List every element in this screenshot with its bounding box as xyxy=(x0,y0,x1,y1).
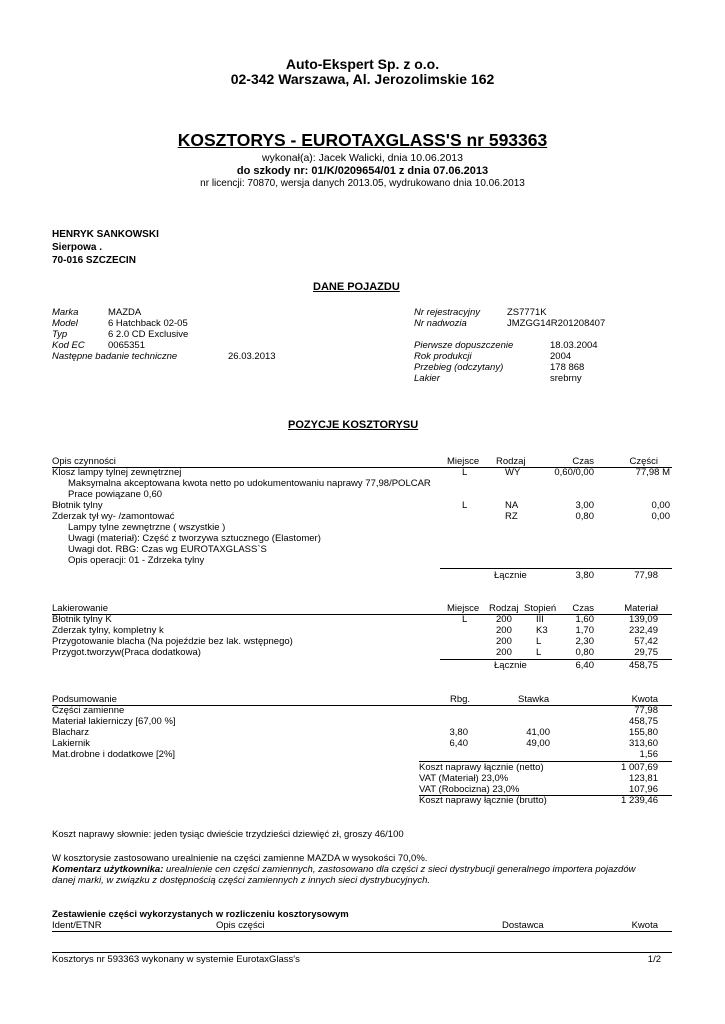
paint-time: 1,60 xyxy=(575,614,594,625)
positions-section-title: POZYCJE KOSZTORYSU xyxy=(288,419,419,431)
brutto-divider xyxy=(419,795,672,796)
operation-type: RZ xyxy=(505,511,518,522)
paint-material: 139,09 xyxy=(628,614,658,625)
footer-text: Kosztorys nr 593363 wykonany w systemie EurotaxGlass's xyxy=(52,954,300,965)
col-header-op: Opis czynności xyxy=(52,456,116,467)
operation-note: Maksymalna akceptowana kwota netto po udokumentowaniu naprawy 77,98/POLCAR xyxy=(68,478,431,489)
client-name: HENRYK SANKOWSKI xyxy=(52,229,159,240)
claim-line: do szkody nr: 01/K/0209654/01 z dnia 07.06.2013 xyxy=(236,165,489,177)
paint-type: 200 xyxy=(496,647,512,658)
vehicle-label: Model xyxy=(52,318,78,329)
summary-amount: 313,60 xyxy=(628,738,658,749)
total-value: 1 239,46 xyxy=(621,795,658,806)
paint-level: L xyxy=(536,636,542,647)
col-header-amount: Kwota xyxy=(631,920,658,931)
comment-text-line2: danej marki, w związku z dostępnością części zamiennych z innych sieci dystrybucyjnych. xyxy=(52,875,431,886)
discount-note: W kosztorysie zastosowano urealnienie na części zamienne MAZDA w wysokości 70,0%. xyxy=(52,853,428,864)
vehicle-label: Nr rejestracyjny xyxy=(414,307,480,318)
comment-label: Komentarz użytkownika: xyxy=(52,864,164,875)
cost-in-words: Koszt naprawy słownie: jeden tysiąc dwieście trzydzieści dziewięć zł, groszy 46/100 xyxy=(52,829,404,840)
paint-total-label: Łącznie xyxy=(494,660,527,671)
col-header-item: Podsumowanie xyxy=(52,694,117,705)
parts-list-title: Zestawienie części wykorzystanych w rozliczeniu kosztorysowym xyxy=(52,909,349,920)
comment-text: urealnienie cen części zamiennych, zastosowano dla części z sieci dystrybucji generalnego importera pojazdów xyxy=(163,864,636,875)
col-header-rate: Stawka xyxy=(518,694,550,705)
paint-material: 57,42 xyxy=(634,636,658,647)
vehicle-label: Marka xyxy=(52,307,79,318)
summary-amount: 77,98 xyxy=(634,705,658,716)
paint-place: L xyxy=(462,614,468,625)
vehicle-value: ZS7771K xyxy=(507,307,547,318)
paint-total-time: 6,40 xyxy=(575,660,594,671)
paint-material: 29,75 xyxy=(634,647,658,658)
summary-item: Lakiernik xyxy=(52,738,91,749)
operation-parts: 77,98 M xyxy=(635,467,670,478)
vehicle-label: Rok produkcji xyxy=(414,351,472,362)
vehicle-value: 0065351 xyxy=(108,340,145,351)
summary-amount: 1,56 xyxy=(639,749,658,760)
col-header-desc: Opis części xyxy=(216,920,265,931)
paint-operation: Przygotowanie blacha (Na pojeździe bez lak. wstępnego) xyxy=(52,636,293,647)
vehicle-label: Kod EC xyxy=(52,340,85,351)
operation-type: WY xyxy=(505,467,521,478)
paint-total-material: 458,75 xyxy=(628,660,658,671)
operation-note: Uwagi dot. RBG: Czas wg EUROTAXGLASS`S xyxy=(68,544,267,555)
inspection-label: Następne badanie techniczne xyxy=(52,351,178,362)
vehicle-value: srebrny xyxy=(550,373,582,384)
col-header-type: Rodzaj xyxy=(496,456,526,467)
user-comment xyxy=(52,864,635,875)
summary-item: Blacharz xyxy=(52,727,89,738)
paint-time: 1,70 xyxy=(575,625,594,636)
total-label: Koszt naprawy łącznie (netto) xyxy=(419,762,544,773)
paint-material: 232,49 xyxy=(628,625,658,636)
license-line: nr licencji: 70870, wersja danych 2013.05, wydrukowano dnia 10.06.2013 xyxy=(200,178,525,189)
total-label: Koszt naprawy łącznie (brutto) xyxy=(419,795,547,806)
vehicle-label: Lakier xyxy=(414,373,440,384)
col-header-material: Materiał xyxy=(624,603,658,614)
header-divider xyxy=(52,705,672,706)
operation-description: Błotnik tylny xyxy=(52,500,103,511)
vehicle-value: 6 2.0 CD Exclusive xyxy=(108,329,189,340)
vehicle-value: 18.03.2004 xyxy=(550,340,598,351)
page-number: 1/2 xyxy=(647,954,661,965)
operation-time: 3,00 xyxy=(575,500,594,511)
operation-note: Prace powiązane 0,60 xyxy=(68,489,163,500)
operation-place: L xyxy=(462,467,468,478)
positions-total-time: 3,80 xyxy=(575,570,594,581)
operation-description: Zderzak tył wy- /zamontować xyxy=(52,511,175,522)
paint-type: 200 xyxy=(496,625,512,636)
client-street: Sierpowa . xyxy=(52,242,103,253)
paint-type: 200 xyxy=(496,614,512,625)
vehicle-label: Przebieg (odczytany) xyxy=(414,362,504,373)
col-header-amount: Kwota xyxy=(631,694,658,705)
col-header-level: Stopień xyxy=(524,603,557,614)
total-label: VAT (Materiał) 23,0% xyxy=(419,773,509,784)
vehicle-value: JMZGG14R201208407 xyxy=(507,318,606,329)
paint-operation: Przygot.tworzyw(Praca dodatkowa) xyxy=(52,647,201,658)
col-header-place: Miejsce xyxy=(447,456,480,467)
operation-note: Opis operacji: 01 - Zdrzeka tylny xyxy=(68,555,205,566)
positions-total-label: Łącznie xyxy=(494,570,527,581)
summary-amount: 155,80 xyxy=(628,727,658,738)
col-header-rbg: Rbg. xyxy=(450,694,471,705)
vehicle-label: Typ xyxy=(52,329,68,340)
total-divider xyxy=(440,568,672,569)
operation-place: L xyxy=(462,500,468,511)
total-value: 1 007,69 xyxy=(621,762,658,773)
operation-time: 0,60/0,00 xyxy=(554,467,594,478)
paint-level: L xyxy=(536,647,542,658)
vehicle-value: 2004 xyxy=(550,351,572,362)
vehicle-value: 178 868 xyxy=(550,362,585,373)
col-header-parts: Części xyxy=(629,456,658,467)
summary-item: Mat.drobne i dodatkowe [2%] xyxy=(52,749,176,760)
operation-note: Uwagi (materiał): Część z tworzywa sztucznego (Elastomer) xyxy=(68,533,321,544)
col-header-op: Lakierowanie xyxy=(52,603,108,614)
paint-level: III xyxy=(536,614,544,625)
col-header-time: Czas xyxy=(572,603,594,614)
vehicle-value: MAZDA xyxy=(108,307,142,318)
report-title: KOSZTORYS - EUROTAXGLASS'S nr 593363 xyxy=(177,130,548,150)
operation-note: Lampy tylne zewnętrzne ( wszystkie ) xyxy=(68,522,226,533)
vehicle-label: Pierwsze dopuszczenie xyxy=(414,340,514,351)
operation-description: Klosz lampy tylnej zewnętrznej xyxy=(52,467,182,478)
total-label: VAT (Robocizna) 23,0% xyxy=(419,784,520,795)
author-line: wykonał(a): Jacek Walicki, dnia 10.06.2013 xyxy=(262,152,463,164)
operation-parts: 0,00 xyxy=(651,511,670,522)
positions-total-parts: 77,98 xyxy=(634,570,658,581)
vehicle-section-title: DANE POJAZDU xyxy=(313,281,400,293)
summary-rbg: 3,80 xyxy=(449,727,468,738)
col-header-time: Czas xyxy=(572,456,594,467)
operation-type: NA xyxy=(505,500,519,511)
paint-time: 2,30 xyxy=(575,636,594,647)
company-name: Auto-Ekspert Sp. z o.o. xyxy=(285,56,440,72)
col-header-supplier: Dostawca xyxy=(502,920,544,931)
summary-amount: 458,75 xyxy=(628,716,658,727)
summary-item: Części zamienne xyxy=(52,705,125,716)
col-header-ident: Ident/ETNR xyxy=(52,920,102,931)
summary-item: Materiał lakierniczy [67,00 %] xyxy=(52,716,176,727)
summary-rbg: 6,40 xyxy=(449,738,468,749)
paint-operation: Zderzak tylny, kompletny k xyxy=(52,625,164,636)
paint-level: K3 xyxy=(536,625,548,636)
operation-time: 0,80 xyxy=(575,511,594,522)
summary-rate: 41,00 xyxy=(526,727,550,738)
inspection-value: 26.03.2013 xyxy=(228,351,276,362)
paint-operation: Błotnik tylny K xyxy=(52,614,112,625)
paint-type: 200 xyxy=(496,636,512,647)
parts-header-divider xyxy=(52,931,672,932)
vehicle-label: Nr nadwozia xyxy=(414,318,467,329)
footer-divider xyxy=(52,952,672,953)
operation-parts: 0,00 xyxy=(651,500,670,511)
total-value: 107,96 xyxy=(628,784,658,795)
col-header-type: Rodzaj xyxy=(489,603,519,614)
total-value: 123,81 xyxy=(628,773,658,784)
col-header-place: Miejsce xyxy=(447,603,480,614)
client-city: 70-016 SZCZECIN xyxy=(52,255,136,266)
vehicle-value: 6 Hatchback 02-05 xyxy=(108,318,188,329)
summary-rate: 49,00 xyxy=(526,738,550,749)
paint-time: 0,80 xyxy=(575,647,594,658)
company-address: 02-342 Warszawa, Al. Jerozolimskie 162 xyxy=(230,71,495,87)
